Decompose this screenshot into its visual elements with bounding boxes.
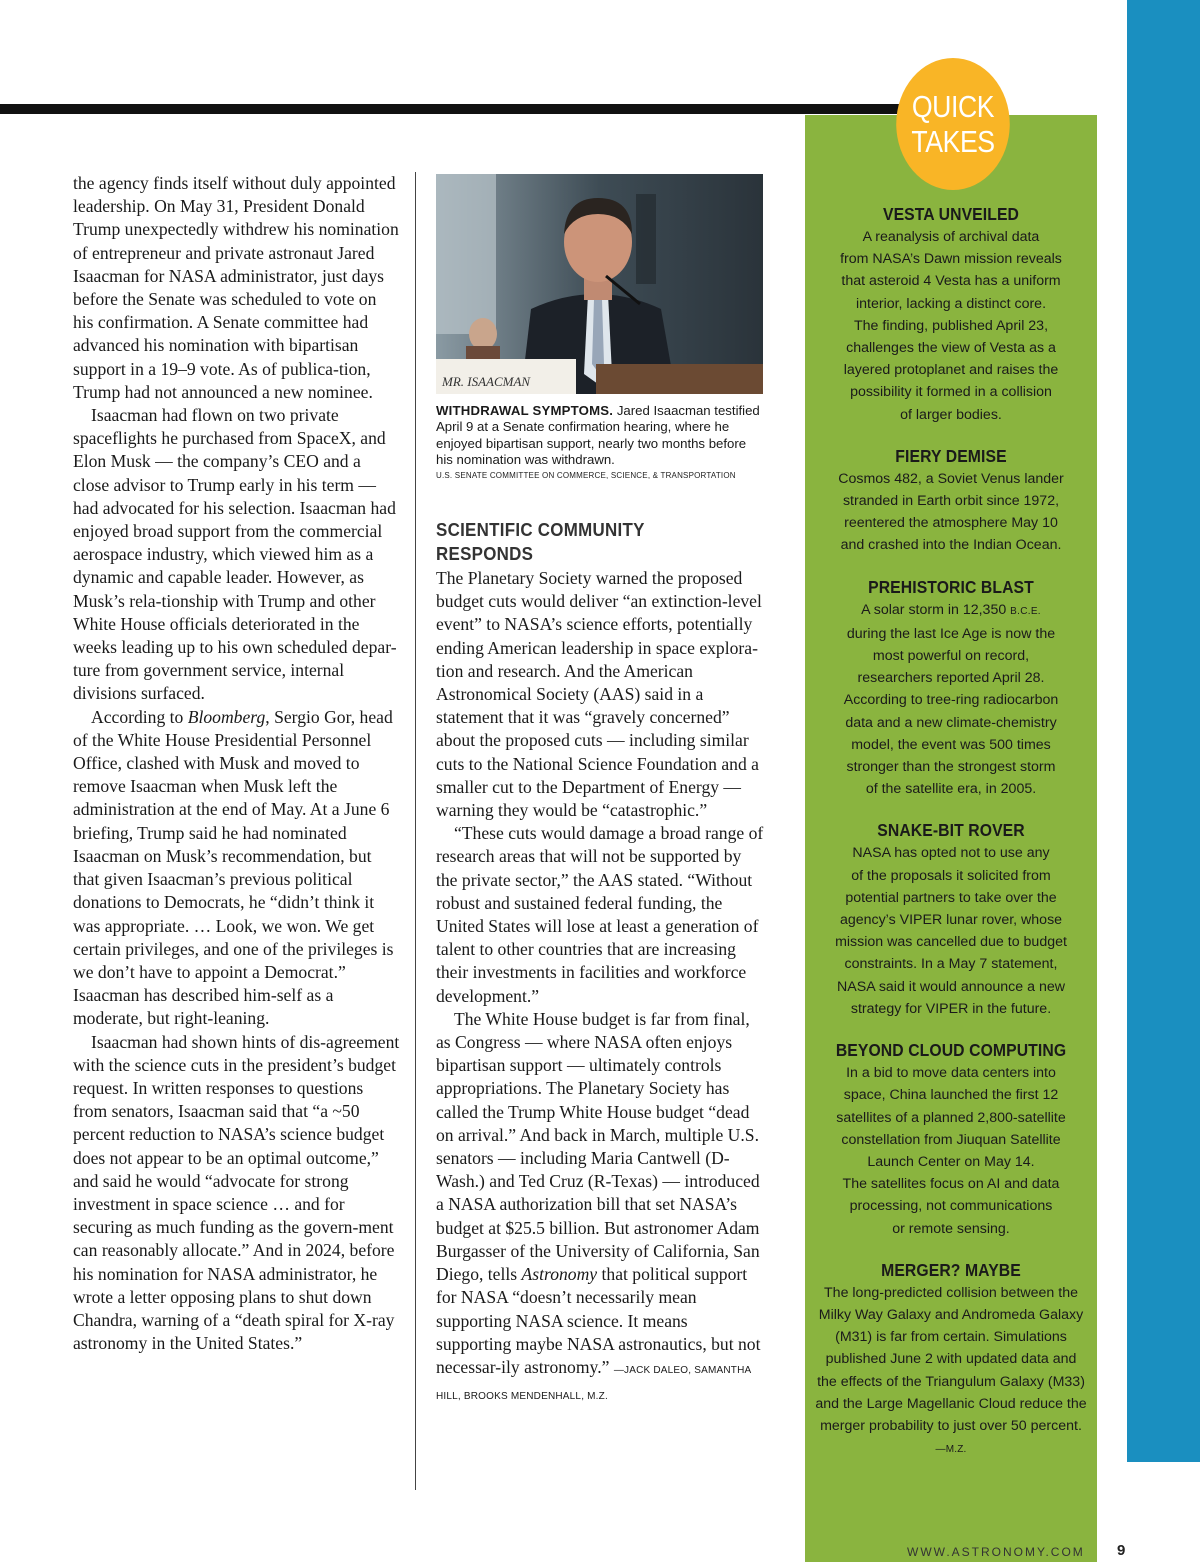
quick-take-item <box>815 203 1087 426</box>
photo-credit: U.S. SENATE COMMITTEE ON COMMERCE, SCIENCE, & TRANSPORTATION <box>436 470 736 480</box>
quick-take-body: Cosmos 482, a Soviet Venus lander stranded in Earth orbit since 1972, reentered the atmosphere May 10 and crashed into the Indian Ocean. <box>838 470 1064 554</box>
blue-edge-bar <box>1127 0 1200 1462</box>
quick-takes-list <box>815 203 1087 1480</box>
hearing-photo-illustration <box>436 174 763 394</box>
text-run: A solar storm in 12,350 <box>861 601 1011 618</box>
left-column <box>73 172 401 1355</box>
caption-text: Jared Isaacman testified April 9 at a Senate confirmation hearing, where he enjoyed bipartisan support, nearly two months before his nomination was withdrawn. <box>436 403 760 468</box>
quick-take-title: SNAKE-BIT ROVER <box>877 820 1025 841</box>
photo-caption <box>436 403 764 482</box>
paragraph <box>436 1008 766 1408</box>
era-abbrev: B.C.E. <box>1010 605 1041 617</box>
quick-take-body: A reanalysis of archival data from NASA’s Dawn mission reveals that asteroid 4 Vesta has a uniform interior, lacking a distinct core. The finding, published April 23, challenges the view of Vesta as a layered protoplanet and raises the possibility it formed in a collision of larger bodies. <box>840 229 1062 423</box>
author-credit: —M.Z. <box>935 1444 967 1456</box>
quick-take-body <box>815 1282 1087 1462</box>
section-heading: SCIENTIFIC COMMUNITY RESPONDS <box>436 520 645 564</box>
top-rule <box>0 104 1000 114</box>
column-divider <box>415 172 416 1490</box>
text-run: According to <box>91 706 188 727</box>
quick-take-item <box>815 445 1087 557</box>
quick-take-body <box>815 599 1087 801</box>
paragraph: Isaacman had shown hints of dis-agreement with the science cuts in the president’s budget request. In written responses to questions from senators, Isaacman said that “a ~50 percent reduction to NASA’s science budget does not appear to be an optimal outcome,” and said he would “advocate for strong investment in space science … and for securing as much funding as the govern-ment can reasonably allocate.” And in 2024, before his nomination for NASA administrator, he wrote a letter opposing plans to shut down Chandra, warning of a “death spiral for X-ray astronomy in the United States.” <box>73 1031 400 1354</box>
publication-name: Bloomberg <box>187 706 266 727</box>
paragraph: the agency finds itself without duly appointed leadership. On May 31, President Donald Trump unexpectedly withdrew his nomination of entrepreneur and private astronaut Jared Isaacman for NASA administrator, just days before the Senate was scheduled to vote on his confirmation. A Senate committee had advanced his nomination with bipartisan support in a 19–9 vote. As of publica-tion, Trump had not announced a new nominee. <box>73 173 399 402</box>
paragraph: “These cuts would damage a broad range of research areas that will not be supported by the private sector,” the AAS stated. “Without robust and sustained federal funding, the United States will lose at least a generation of talent to other countries that are increasing their investments in facilities and workforce development.” <box>436 823 764 1006</box>
quick-take-item <box>815 1039 1087 1240</box>
text-run: The long-predicted collision between the Milky Way Galaxy and Andromeda Galaxy (M31) is far from certain. Simulations published June 2 with updated data and the effects of the Triangulum Galaxy (M33) and the Large Magellanic Cloud reduce the merger probability to just over 50 percent. <box>815 1284 1087 1434</box>
quick-takes-badge <box>896 58 1010 190</box>
quick-take-title: PREHISTORIC BLAST <box>868 576 1034 597</box>
quick-take-item <box>815 819 1087 1020</box>
page-number: 9 <box>1117 1542 1126 1559</box>
quick-take-title: BEYOND CLOUD COMPUTING <box>835 1040 1067 1061</box>
quick-take-item <box>815 1259 1087 1462</box>
footer-url: WWW.ASTRONOMY.COM <box>907 1545 1085 1559</box>
text-run: during the last Ice Age is now the most powerful on record, researchers reported April 28. According to tree-ring radiocarbon data and a new climate-chemistry model, the event was 500 times stronger than the strongest storm of the satellite era, in 2005. <box>843 625 1059 798</box>
paragraph: Isaacman had flown on two private spaceflights he purchased from SpaceX, and Elon Musk — the company’s CEO and a close advisor to Trump early in his term — had advocated for his selection. Isaacman had enjoyed broad support from the commercial aerospace industry, which viewed him as a dynamic and capable leader. However, as Musk’s rela-tionship with Trump and other White House officials deteriorated in the weeks leading up to his own scheduled depar-ture from government service, internal divisions surfaced. <box>73 405 397 704</box>
text-run: , Sergio Gor, head of the White House Presidential Personnel Office, clashed with Musk and moved to remove Isaacman when Musk left the administration at the end of May. At a June 6 briefing, Trump said he had nominated Isaacman on Musk’s recommendation, but that given Isaacman’s previous political donations to Democrats, he “didn’t think it was appropriate. … Look, we won. We get certain privileges, and one of the privileges is we don’t have to appoint a Democrat.” Isaacman has described him-self as a moderate, but right-leaning. <box>73 706 394 1029</box>
paragraph <box>73 706 401 1031</box>
caption-lead: WITHDRAWAL SYMPTOMS. <box>436 403 614 418</box>
text-run: The White House budget is far from final, as Congress — where NASA often enjoys bipartisan support — ultimately controls appropriations. The Planetary Society has called the Trump White House budget “dead on arrival.” And back in March, multiple U.S. senators — including Maria Cantwell (D-Wash.) and Ted Cruz (R-Texas) — introduced a NASA authorization bill that set NASA’s budget at $25.5 billion. But astronomer Adam Burgasser of the University of California, San Diego, tells <box>436 1008 760 1285</box>
quick-take-title: FIERY DEMISE <box>895 445 1007 466</box>
badge-line-2: TAKES <box>911 124 995 159</box>
quick-take-body: NASA has opted not to use any of the proposals it solicited from potential partners to take over the agency’s VIPER lunar rover, whose mission was cancelled due to budget constraints. In a May 7 statement, NASA said it would announce a new strategy for VIPER in the future. <box>835 845 1067 1017</box>
quick-take-body: In a bid to move data centers into space, China launched the first 12 satellites of a planned 2,800-satellite constellation from Jiuquan Satellite Launch Center on May 14. The satellites focus on AI and data processing, not communications or remote sensing. <box>836 1065 1066 1237</box>
quick-take-title: MERGER? MAYBE <box>881 1259 1021 1280</box>
badge-line-1: QUICK <box>911 89 995 124</box>
quick-take-title: VESTA UNVEILED <box>882 204 1020 224</box>
placard-text: MR. ISAACMAN <box>442 374 531 389</box>
hearing-photo <box>436 174 763 394</box>
author-credit: —JACK DALEO, SAMANTHA HILL, BROOKS MENDENHALL, M.Z. <box>436 1364 751 1403</box>
middle-column <box>436 518 766 1408</box>
paragraph: The Planetary Society warned the proposed budget cuts would deliver “an extinction-level event” to NASA’s science efforts, potentially ending American leadership in space explora-tion and research. And the American Astronomical Society (AAS) said in a statement that it was “gravely concerned” about the proposed cuts — including similar cuts to the National Science Foundation and a smaller cut to the Department of Energy — warning they would be “catastrophic.” <box>436 568 762 821</box>
publication-name: Astronomy <box>521 1264 598 1285</box>
text-run: that political support for NASA “doesn’t necessarily mean supporting NASA science. It means supporting maybe NASA astronautics, but not necessar-ily astronomy.” <box>436 1264 761 1377</box>
quick-take-item <box>815 576 1087 801</box>
